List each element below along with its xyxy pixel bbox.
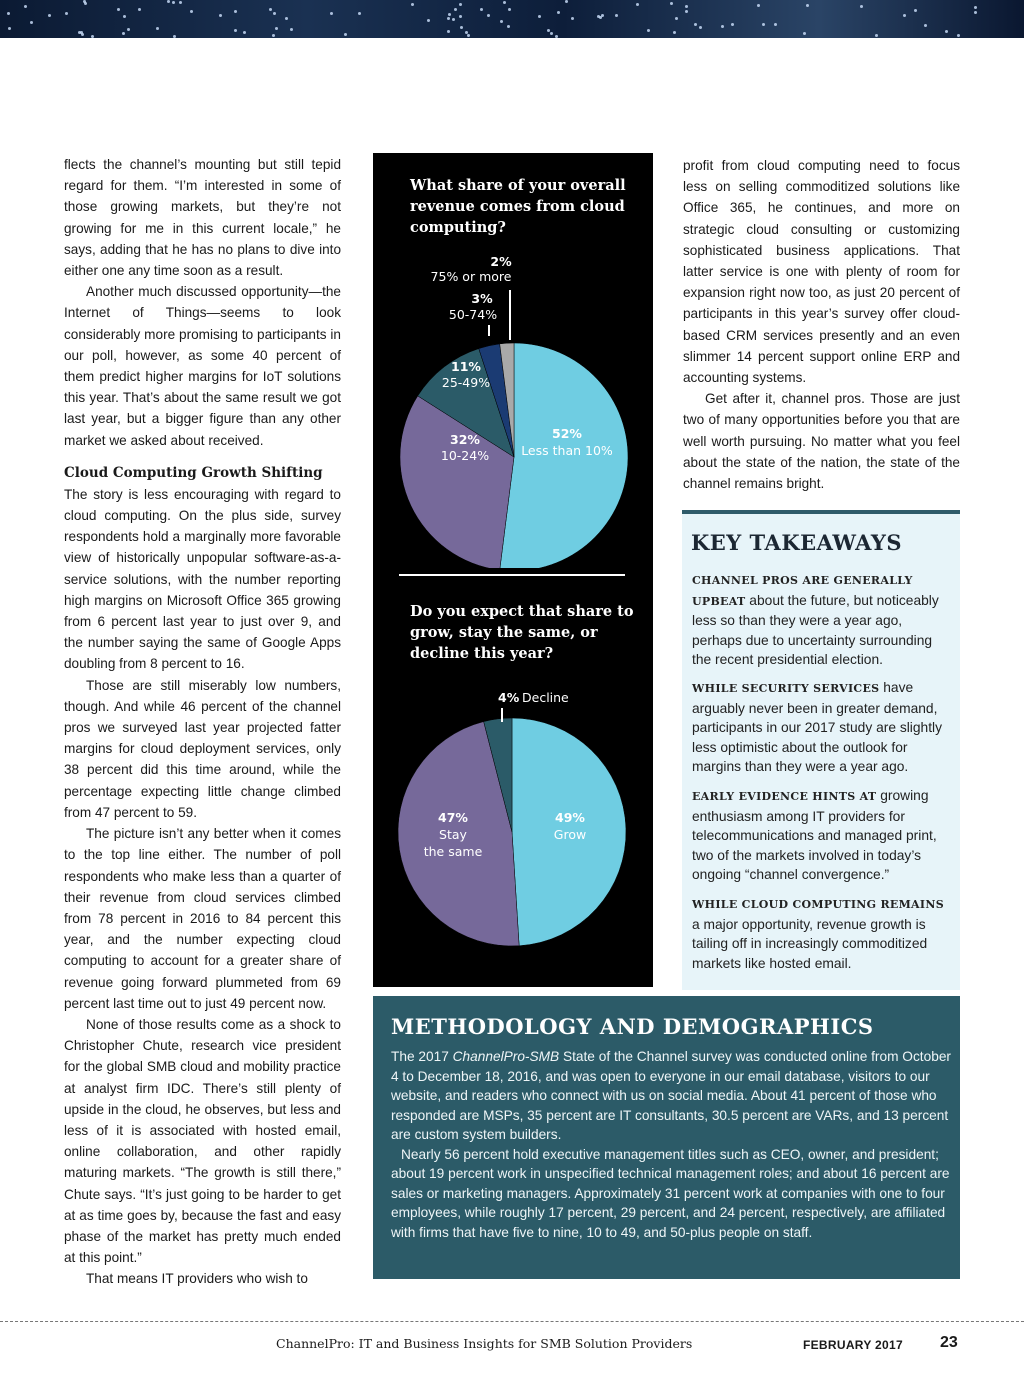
slice-pct-label: 47% [438,810,468,825]
banner-light-dot [81,33,84,36]
banner-light-dot [427,19,430,22]
banner-light-dot [685,10,688,13]
banner-light-dot [467,34,470,37]
banner-light-dot [243,31,246,34]
chart-divider [399,574,625,576]
banner-light-dot [762,23,765,26]
banner-light-dot [538,15,541,18]
takeaway-lead: EARLY EVIDENCE HINTS AT [692,790,877,803]
banner-light-dot [269,8,272,11]
takeaway-text: a major opportunity, revenue growth is tailing off in increasingly commoditized markets like hosted email. [692,916,928,971]
article-right-column [683,155,960,494]
key-takeaways-title: KEY TAKEAWAYS [691,530,902,555]
banner-light-dot [673,31,676,34]
takeaway-text: have arguably never been in greater demand, participants in our 2017 study are slightly less optimistic about the outlook for margins than they were a year ago. [692,680,943,775]
banner-light-dot [721,25,724,28]
banner-light-dot [974,11,977,14]
article-paragraph: That means IT providers who wish to [86,1271,308,1287]
banner-light-dot [91,35,94,38]
banner-light-dot [565,0,568,3]
banner-light-dot [774,23,777,26]
slice-pct-label: 52% [552,426,582,441]
banner-light-dot [550,32,553,35]
article-left-column [64,154,341,1290]
banner-light-dot [571,17,574,20]
article-paragraph: None of those results come as a shock to Christopher Chute, research vice president for the global SMB cloud and mobility practice at analyst firm IDC. There’s still plenty of upside in the cloud, he observes, but less and less of it is associated with hosted email, online collaboration, and other rapidly maturing markets. “The growth is still there,” Chute says. “It’s just going to be harder to get at as time goes by, because the fast and easy phase of the market has pretty much ended at this point.” [64,1016,341,1266]
banner-light-dot [487,14,490,17]
takeaway-item [692,678,954,777]
banner-light-dot [636,3,639,6]
article-paragraph: profit from cloud computing need to focus less on selling commoditized solutions like Office 365, he continues, and more on strategic cloud consulting or customizing sophisticated business applications. That latter service is one with plenty of room for expansion right now too, as just 20 percent of participants in this year’s survey offer cloud-based CRM services presently and an even slimmer 14 percent support online ERP and accounting systems. [683,158,960,386]
slice-category-label: Decline [522,690,569,705]
banner-light-dot [330,12,333,15]
takeaway-lead: WHILE SECURITY SERVICES [692,682,880,695]
banner-light-dot [117,8,120,11]
page-number: 23 [940,1334,958,1351]
banner-light-dot [500,20,503,23]
banner-light-dot [190,10,193,13]
slice-category-label: the same [423,844,483,859]
takeaway-item [692,786,954,885]
slice-pct-label: 49% [555,810,585,825]
banner-light-dot [447,30,450,33]
banner-light-dot [290,28,293,31]
banner-light-dot [122,32,125,35]
banner-light-dot [24,5,27,8]
methodology-box [373,996,960,1279]
banner-light-dot [699,26,702,29]
banner-light-dot [358,12,361,15]
banner-light-dot [460,26,463,29]
banner-light-dot [123,15,126,18]
article-paragraph: The story is less encouraging with regard to cloud computing. On the plus side, survey respondents hold a marginally more favorable view of historically unpopular software-as-a-service solutions, with the number reporting high margins on Microsoft Office 365 growing from 6 percent last year to just over 9, and the number saying the same of Google Apps doubling from 8 percent to 16. [64,486,341,672]
banner-light-dot [694,23,697,26]
banner-light-dot [507,25,510,28]
banner-light-dot [344,33,347,36]
slice-category-label: 75% or more [430,269,512,284]
banner-light-dot [974,6,977,9]
section-heading: Cloud Computing Growth Shifting [64,464,323,481]
banner-light-dot [685,5,688,8]
banner-light-dot [172,1,175,4]
banner-light-dot [647,29,650,32]
banner-light-dot [860,5,863,8]
banner-light-dot [675,17,678,20]
banner-light-dot [167,0,170,3]
slice-pct-label: 2% [490,254,512,269]
banner-light-dot [448,13,451,16]
growth-expectation-pie-chart [373,678,653,958]
banner-light-dot [84,2,87,5]
banner-light-dot [234,29,237,32]
methodology-title: METHODOLOGY AND DEMOGRAPHICS [391,1014,874,1039]
banner-light-dot [452,18,455,21]
banner-light-dot [924,24,927,27]
banner-light-dot [447,17,450,20]
article-paragraph: flects the channel’s mounting but still tepid regard for them. “I’m interested in some of those growing markets, but they’re not growing for me in this current locale,” he says, adding that he has no plans to dive into either one any time soon as a result. [64,157,341,279]
banner-light-dot [903,14,906,17]
banner-light-dot [273,12,276,15]
banner-light-dot [454,8,457,11]
banner-light-dot [156,27,159,30]
footer-divider [0,1321,1024,1322]
key-takeaways-box [682,510,960,990]
banner-light-dot [179,1,182,4]
banner-light-dot [555,35,558,38]
survey-charts-panel [373,153,653,987]
methodology-text: State of the Channel survey was conducted online from October 4 to December 18, 2016, and was open to everyone in our email database, visitors to our website, and readers who connect with us on social media. About 41 percent of those who responded are MSPs, 35 percent are IT consultants, 30.5 percent are VARs, and 13 percent are custom system builders. [391,1049,951,1142]
banner-light-dot [285,17,288,20]
banner-light-dot [503,1,506,4]
article-paragraph: Get after it, channel pros. Those are just two of many opportunities before you that are well worth pursuing. No matter what you feel about the state of the nation, the state of the channel remains bright. [683,391,960,492]
top-banner-image [0,0,1024,38]
banner-light-dot [957,34,960,37]
footer-publication: ChannelPro: IT and Business Insights for SMB Solution Providers [276,1336,693,1351]
banner-light-dot [272,34,275,37]
banner-light-dot [803,32,806,35]
banner-light-dot [945,30,948,33]
banner-light-dot [127,28,130,31]
article-paragraph: Those are still miserably low numbers, though. And while 46 percent of the channel pros we surveyed last year projected fatter margins for cloud deployment services, only 38 percent did this time around, while the percentage expecting little change climbed from 47 percent to 59. [64,677,341,820]
banner-light-dot [914,9,917,12]
takeaway-lead: CHANNEL PROS ARE GENERALLY UPBEAT [692,574,913,608]
banner-light-dot [599,16,602,19]
article-paragraph: Another much discussed opportunity—the Internet of Things—seems to look considerably more promising to participants in our poll, however, as some 40 percent of them predict higher margins for IoT solutions this year. That’s about the same result we got last year, but a bigger figure than any other market we asked about received. [64,284,341,448]
slice-pct-label: 3% [471,291,493,306]
slice-pct-label: 4% [498,690,520,705]
banner-light-dot [731,23,734,26]
methodology-text: The 2017 [391,1049,453,1064]
banner-light-dot [7,12,10,15]
banner-light-dot [219,14,222,17]
banner-light-dot [8,27,11,30]
banner-light-dot [275,27,278,30]
takeaway-text: about the future, but noticeably less so than they were a year ago, perhaps due to uncertainty surrounding the recent presidential election. [692,592,939,668]
slice-category-label: Stay [439,827,467,842]
takeaway-text: growing enthusiasm among IT providers for telecommunications and managed print, two of the markets involved in today’s ongoing “channel convergence.” [692,788,937,883]
banner-light-dot [459,3,462,6]
takeaway-item [692,894,954,973]
slice-pct-label: 32% [450,432,480,447]
banner-light-dot [557,11,560,14]
banner-light-dot [459,15,462,18]
slice-category-label: Grow [553,827,587,842]
banner-light-dot [173,35,176,38]
banner-light-dot [480,8,483,11]
slice-category-label: 10-24% [440,448,490,463]
banner-light-dot [411,3,414,6]
banner-light-dot [508,8,511,11]
slice-category-label: 50-74% [448,307,498,322]
methodology-paragraph [391,1047,951,1145]
banner-light-dot [48,14,51,17]
banner-light-dot [78,31,81,34]
chart-title-revenue-share: What share of your overall revenue comes from cloud computing? [410,177,626,236]
methodology-paragraph: Nearly 56 percent hold executive management titles such as CEO, owner, and president; about 19 percent work in unspecified technical management roles; and about 16 percent are sales or marketing managers. Approximately 31 percent work at companies with one to four employees, while roughly 17 percent, 29 percent, and 24 percent, respectively, are affiliated with firms that have five to nine, 10 to 49, and 50-plus people on staff. [391,1146,950,1240]
slice-category-label: 25-49% [441,375,491,390]
banner-light-dot [875,34,878,37]
banner-light-dot [138,8,141,11]
slice-pct-label: 11% [451,359,481,374]
banner-light-dot [615,14,618,17]
revenue-share-pie-chart [373,248,653,568]
footer-date: FEBRUARY 2017 [803,1338,903,1352]
banner-light-dot [65,12,68,15]
takeaway-item [692,570,954,670]
banner-light-dot [806,4,809,7]
banner-light-dot [234,10,237,13]
banner-light-dot [670,2,673,5]
survey-name: ChannelPro-SMB [452,1049,560,1064]
article-paragraph: The picture isn’t any better when it comes to the top line either. The number of poll respondents who make less than a quarter of their revenue from cloud services climbed from 78 percent in 2016 to 84 percent this year, and the number expecting cloud computing to account for a greater share of revenue going forward plummeted from 69 percent last time out to just 49 percent now. [64,826,341,1011]
banner-light-dot [757,4,760,7]
slice-category-label: Less than 10% [521,443,613,458]
takeaway-lead: WHILE CLOUD COMPUTING REMAINS [692,898,944,911]
banner-light-dot [30,21,33,24]
chart-title-growth-expectation: Do you expect that share to grow, stay the same, or decline this year? [410,603,634,662]
